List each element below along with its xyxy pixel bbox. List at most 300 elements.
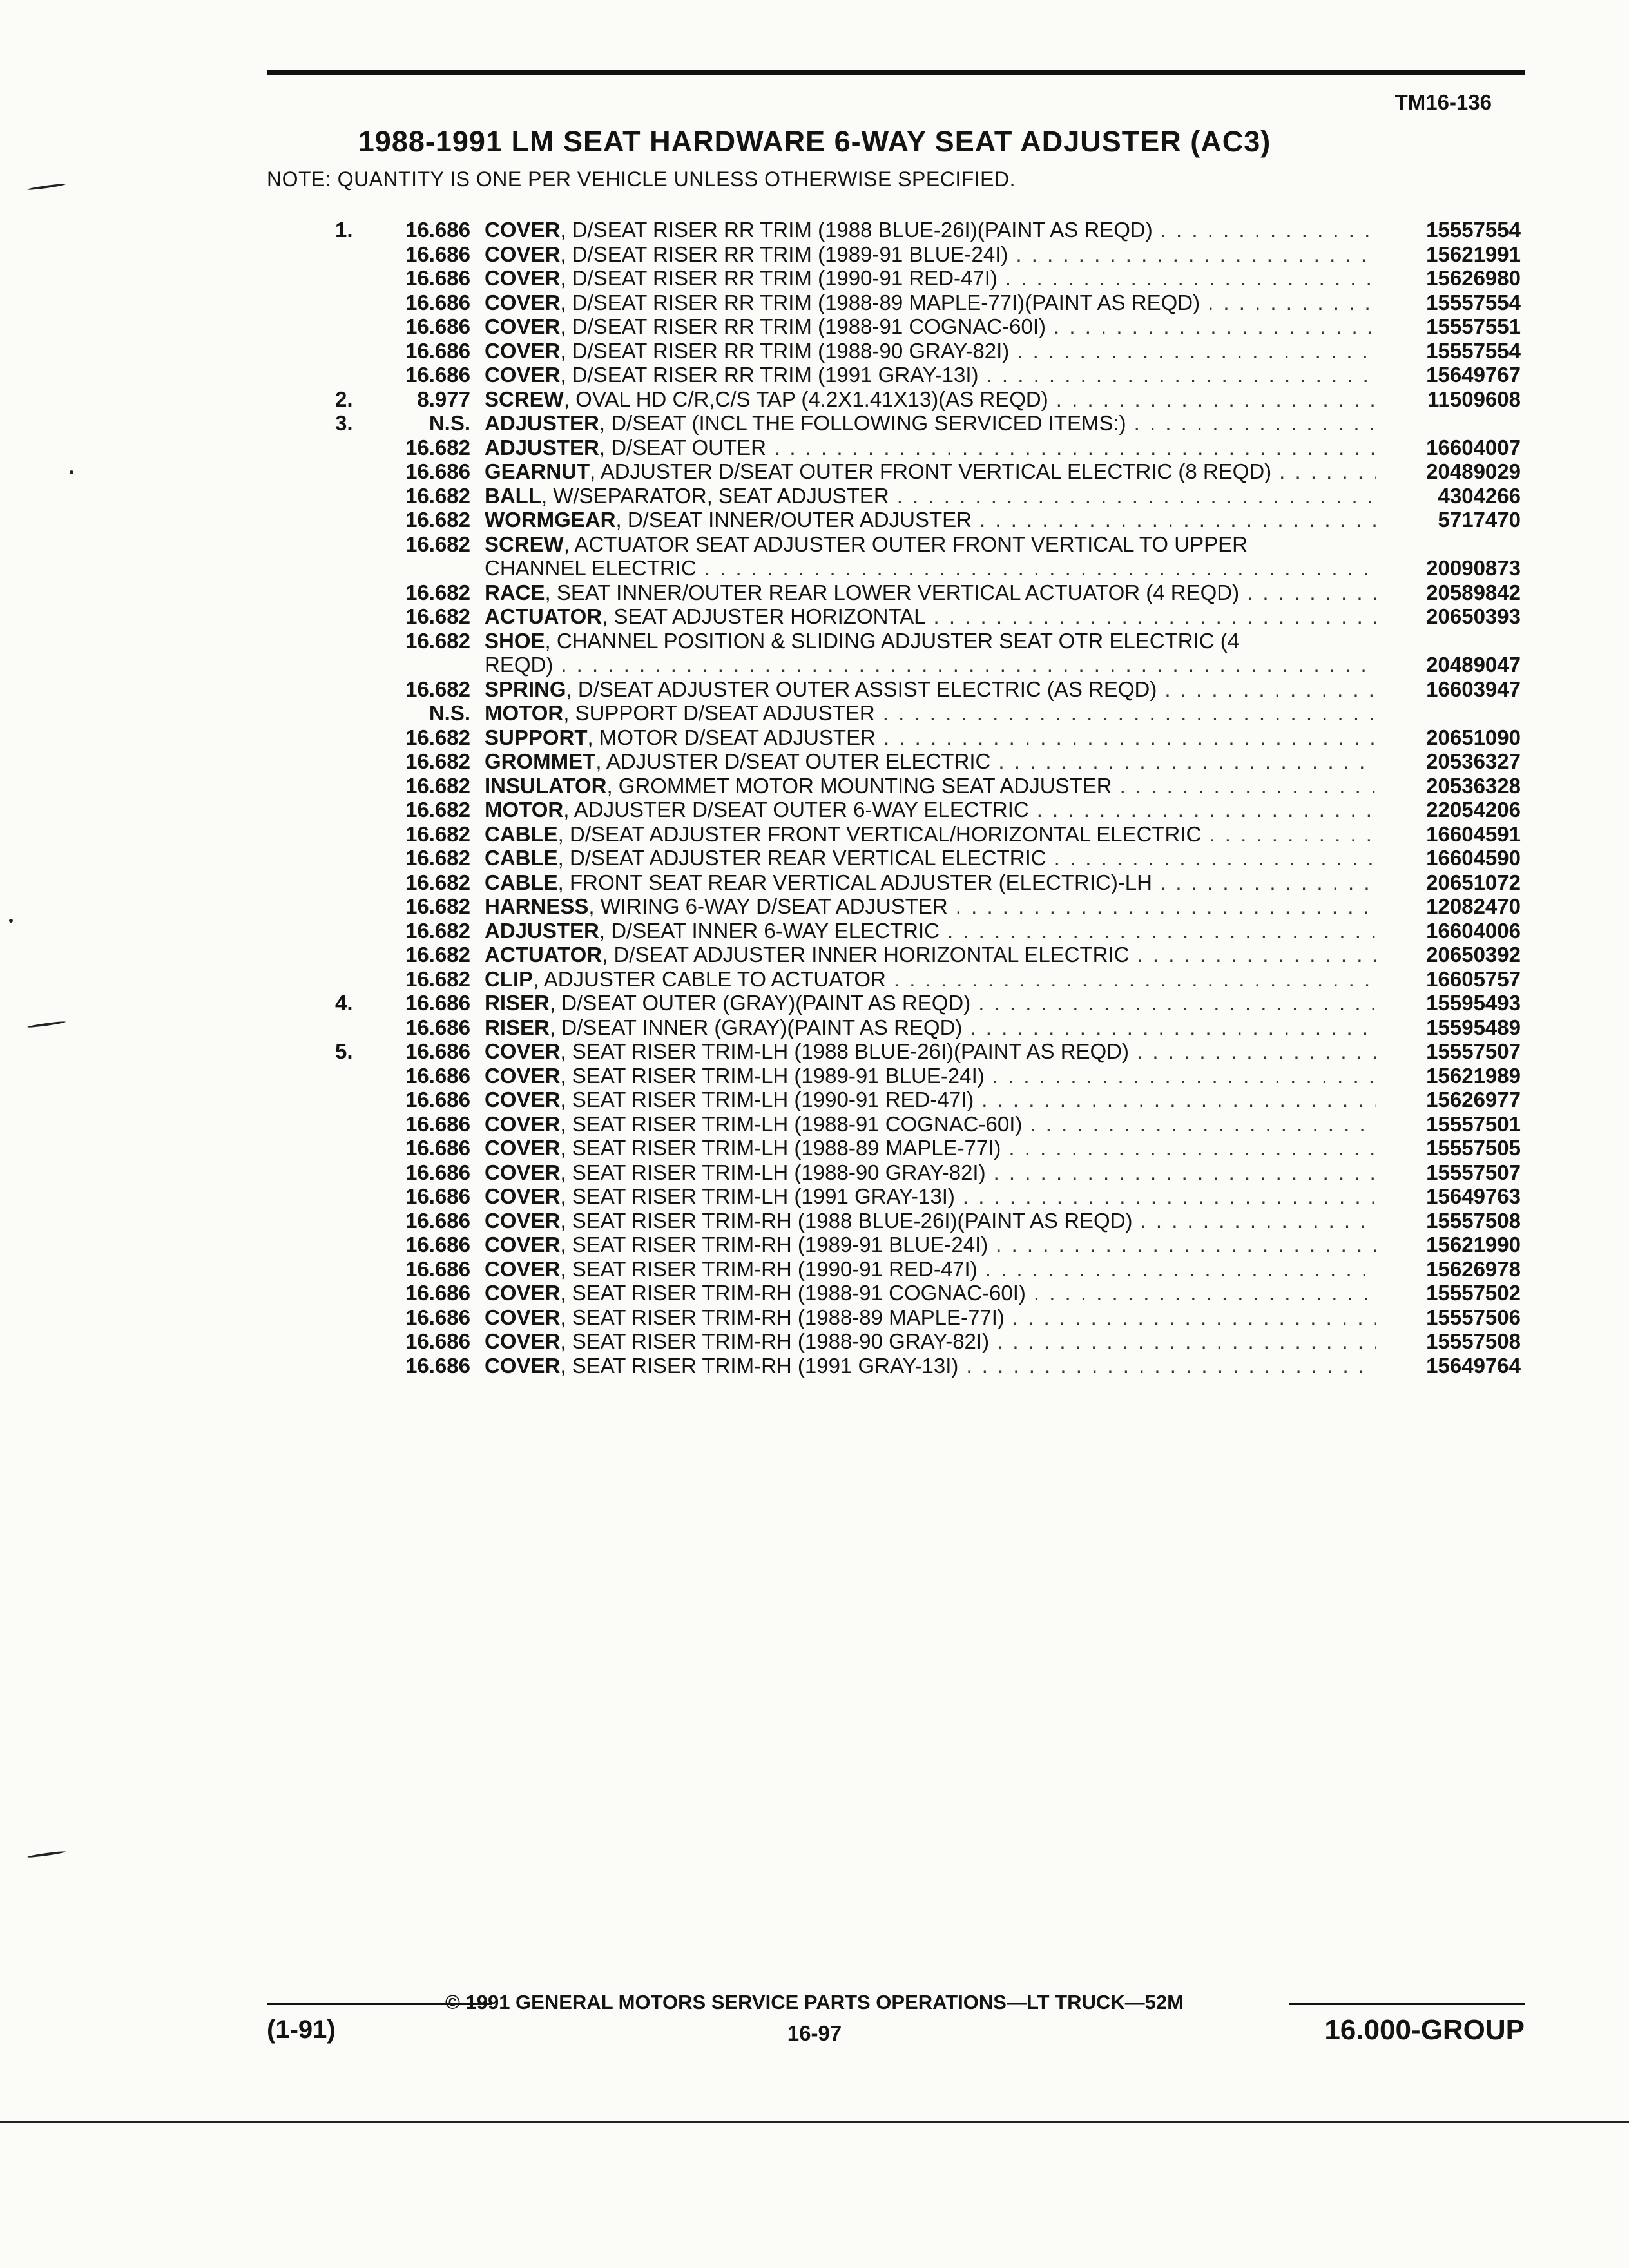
part-name: SPRING [485, 677, 566, 701]
part-number: 15595493 [1426, 991, 1521, 1015]
group-number: 16.686 [405, 1039, 470, 1063]
part-row [335, 1257, 1521, 1282]
part-description [485, 1184, 1376, 1209]
part-row [335, 581, 1521, 605]
part-name: COVER [485, 363, 561, 387]
part-row [335, 991, 1521, 1015]
part-detail: , D/SEAT ADJUSTER FRONT VERTICAL/HORIZONTAL ELECTRIC [557, 822, 1202, 846]
part-name: RACE [485, 580, 545, 604]
part-name: INSULATOR [485, 773, 607, 798]
dot-leader [998, 749, 1376, 774]
part-description [485, 1112, 1376, 1137]
part-name: COVER [485, 1088, 561, 1111]
group-number: 16.682 [405, 870, 470, 894]
part-detail: , SEAT RISER TRIM-LH (1988 BLUE-26I)(PAINT AS REQD) [560, 1039, 1130, 1063]
group-number: 16.682 [405, 773, 470, 798]
part-number: 15626978 [1426, 1256, 1521, 1281]
part-description [485, 846, 1376, 870]
group-number: 16.682 [405, 749, 470, 773]
part-number: 11509608 [1427, 387, 1521, 411]
part-row [335, 387, 1521, 412]
part-row [335, 846, 1521, 870]
part-row [335, 629, 1521, 653]
dot-leader [970, 1015, 1376, 1040]
group-number: 16.682 [405, 604, 470, 628]
part-detail: , D/SEAT RISER RR TRIM (1988-89 MAPLE-77I)(PAINT AS REQD) [560, 290, 1200, 314]
dot-leader [1016, 242, 1376, 267]
group-number: 16.686 [405, 459, 470, 483]
dot-leader [934, 604, 1376, 629]
part-row [335, 749, 1521, 774]
part-number: 20589842 [1426, 580, 1521, 604]
part-number: 20650392 [1426, 943, 1521, 966]
part-description [485, 749, 1376, 774]
part-detail: , ADJUSTER D/SEAT OUTER 6-WAY ELECTRIC [563, 798, 1029, 822]
scan-mark [70, 470, 73, 474]
part-detail: , D/SEAT OUTER [599, 435, 767, 459]
parts-list [335, 218, 1521, 1378]
part-detail: , GROMMET MOTOR MOUNTING SEAT ADJUSTER [606, 773, 1112, 798]
group-number: 16.686 [405, 1281, 470, 1305]
part-description [485, 339, 1376, 363]
group-number: N.S. [429, 411, 470, 435]
group-number: 16.682 [405, 725, 470, 749]
dot-leader [963, 1184, 1376, 1209]
part-row [335, 967, 1521, 992]
part-detail: , ADJUSTER CABLE TO ACTUATOR [533, 966, 886, 991]
part-number: 20489047 [1426, 653, 1521, 677]
group-number: 16.686 [405, 1305, 470, 1329]
part-number: 16605757 [1426, 966, 1521, 991]
part-detail: , D/SEAT INNER (GRAY)(PAINT AS REQD) [549, 1015, 963, 1039]
group-number: 16.682 [405, 846, 470, 870]
part-name: COVER [485, 1353, 561, 1378]
part-row [335, 1039, 1521, 1064]
document-code: TM16-136 [1394, 90, 1492, 114]
part-number: 15557507 [1426, 1160, 1521, 1184]
page-title: 1988-1991 LM SEAT HARDWARE 6-WAY SEAT ADJUSTER (AC3) [358, 125, 1271, 158]
part-number: 15557505 [1426, 1136, 1521, 1160]
part-detail: CHANNEL ELECTRIC [485, 556, 697, 580]
part-detail: , D/SEAT (INCL THE FOLLOWING SERVICED ITEMS:) [599, 411, 1126, 435]
group-number: 16.682 [405, 894, 470, 918]
part-description [485, 1305, 1376, 1330]
part-number: 15649767 [1426, 363, 1521, 387]
part-detail: , SEAT INNER/OUTER REAR LOWER VERTICAL ACTUATOR (4 REQD) [545, 580, 1240, 604]
part-detail: , CHANNEL POSITION & SLIDING ADJUSTER SEAT OTR ELECTRIC (4 [545, 628, 1240, 653]
part-description [485, 1088, 1376, 1112]
part-description [485, 604, 1376, 629]
part-detail: , D/SEAT INNER 6-WAY ELECTRIC [599, 918, 940, 943]
dot-leader [894, 967, 1376, 992]
part-row [335, 1015, 1521, 1040]
part-description [485, 653, 1376, 677]
dot-leader [897, 484, 1376, 508]
scan-mark [27, 1021, 66, 1028]
part-description [485, 581, 1376, 605]
dot-leader [1164, 677, 1376, 702]
group-number: 16.686 [405, 1088, 470, 1111]
dot-leader [1161, 218, 1376, 242]
part-row [335, 508, 1521, 532]
part-detail: , SEAT RISER TRIM-LH (1988-90 GRAY-82I) [560, 1160, 986, 1184]
part-row [335, 604, 1521, 629]
part-number: 16604007 [1426, 435, 1521, 459]
part-name: ADJUSTER [485, 411, 599, 435]
part-detail: , D/SEAT OUTER (GRAY)(PAINT AS REQD) [549, 991, 971, 1015]
part-description [485, 508, 1376, 532]
item-number: 3. [335, 411, 353, 435]
group-number: 16.682 [405, 822, 470, 846]
top-rule [267, 70, 1525, 75]
part-name: COVER [485, 1063, 561, 1088]
group-number: 16.686 [405, 338, 470, 363]
dot-leader [1209, 822, 1376, 847]
part-number: 16603947 [1426, 677, 1521, 701]
group-number: 16.686 [405, 218, 470, 242]
dot-leader [956, 894, 1376, 919]
part-number: 22054206 [1426, 798, 1521, 822]
part-description [485, 411, 1376, 436]
part-description [485, 943, 1376, 967]
revision-date: (1-91) [267, 2015, 336, 2044]
part-description [485, 532, 1376, 557]
part-number: 15621989 [1426, 1063, 1521, 1088]
group-number: 16.682 [405, 918, 470, 943]
part-row [335, 363, 1521, 387]
part-name: MOTOR [485, 798, 564, 822]
dot-leader [996, 1233, 1376, 1257]
group-number: 16.686 [405, 1208, 470, 1233]
group-number: 16.686 [405, 1015, 470, 1039]
part-row [335, 701, 1521, 726]
part-row [335, 314, 1521, 339]
dot-leader [1012, 1305, 1376, 1330]
part-row [335, 339, 1521, 363]
part-row [335, 556, 1521, 581]
part-description [485, 798, 1376, 822]
group-number: 16.682 [405, 798, 470, 822]
part-name: SUPPORT [485, 725, 588, 749]
part-detail: , WIRING 6-WAY D/SEAT ADJUSTER [588, 894, 948, 918]
part-row [335, 1184, 1521, 1209]
group-number: 16.682 [405, 532, 470, 556]
group-number: 16.682 [405, 628, 470, 653]
part-row [335, 774, 1521, 798]
dot-leader [1017, 339, 1376, 363]
part-name: COVER [485, 1111, 561, 1136]
part-number: 12082470 [1426, 894, 1521, 918]
part-description [485, 1039, 1376, 1064]
dot-leader [947, 919, 1376, 943]
part-number: 15626977 [1426, 1088, 1521, 1111]
dot-leader [987, 363, 1376, 387]
part-number: 15557506 [1426, 1305, 1521, 1329]
group-number: 16.686 [405, 1329, 470, 1353]
part-detail: , SEAT RISER TRIM-RH (1991 GRAY-13I) [560, 1353, 959, 1378]
part-detail: , SEAT RISER TRIM-RH (1989-91 BLUE-24I) [560, 1233, 988, 1256]
part-row [335, 1064, 1521, 1088]
part-number: 15557507 [1426, 1039, 1521, 1063]
part-description [485, 1233, 1376, 1257]
part-number: 20651090 [1426, 725, 1521, 749]
part-row [335, 1209, 1521, 1233]
part-detail: , ADJUSTER D/SEAT OUTER ELECTRIC [595, 749, 991, 773]
part-detail: , D/SEAT RISER RR TRIM (1988 BLUE-26I)(PAINT AS REQD) [560, 218, 1153, 242]
part-name: SCREW [485, 387, 564, 411]
dot-leader [985, 1257, 1376, 1282]
part-detail: , SEAT RISER TRIM-LH (1989-91 BLUE-24I) [560, 1063, 985, 1088]
part-row [335, 291, 1521, 315]
part-row [335, 1305, 1521, 1330]
group-number: 16.682 [405, 966, 470, 991]
part-detail: , SUPPORT D/SEAT ADJUSTER [563, 701, 875, 725]
part-detail: , ADJUSTER D/SEAT OUTER FRONT VERTICAL ELECTRIC (8 REQD) [590, 459, 1272, 483]
part-name: CABLE [485, 870, 558, 894]
dot-leader [1120, 774, 1376, 798]
part-description [485, 459, 1376, 484]
part-detail: , D/SEAT RISER RR TRIM (1988-90 GRAY-82I) [560, 338, 1010, 363]
part-name: COVER [485, 1305, 561, 1329]
part-description [485, 967, 1376, 992]
page-number: 16-97 [787, 2021, 842, 2045]
dot-leader [1160, 870, 1376, 895]
dot-leader [1137, 943, 1376, 967]
part-detail: , D/SEAT RISER RR TRIM (1991 GRAY-13I) [560, 363, 979, 387]
part-row [335, 1112, 1521, 1137]
group-number: 8.977 [417, 387, 470, 411]
part-detail: , D/SEAT ADJUSTER OUTER ASSIST ELECTRIC (AS REQD) [566, 677, 1157, 701]
part-number: 5717470 [1438, 508, 1521, 532]
dot-leader [1279, 459, 1376, 484]
part-description [485, 314, 1376, 339]
item-number: 4. [335, 991, 353, 1015]
quantity-note: NOTE: QUANTITY IS ONE PER VEHICLE UNLESS OTHERWISE SPECIFIED. [267, 168, 1016, 191]
scan-mark [27, 183, 66, 191]
part-row [335, 870, 1521, 895]
part-row [335, 726, 1521, 750]
dot-leader [1134, 411, 1376, 436]
group-number: 16.686 [405, 991, 470, 1015]
part-number: 15621991 [1426, 242, 1521, 266]
part-name: COVER [485, 1233, 561, 1256]
part-name: SHOE [485, 628, 545, 653]
part-name: MOTOR [485, 701, 564, 725]
part-detail: , D/SEAT INNER/OUTER ADJUSTER [615, 508, 972, 532]
dot-leader [1030, 1112, 1376, 1137]
part-description [485, 1257, 1376, 1282]
part-row [335, 919, 1521, 943]
group-number: 16.686 [405, 1184, 470, 1208]
part-number: 15557554 [1426, 290, 1521, 314]
part-row [335, 1136, 1521, 1160]
part-name: GROMMET [485, 749, 596, 773]
item-number: 2. [335, 387, 353, 411]
part-name: COVER [485, 218, 561, 242]
dot-leader [1056, 387, 1376, 412]
part-description [485, 1064, 1376, 1088]
part-description [485, 919, 1376, 943]
part-description [485, 436, 1376, 460]
part-number: 15557508 [1426, 1208, 1521, 1233]
dot-leader [994, 1160, 1376, 1185]
dot-leader [966, 1354, 1376, 1378]
part-name: ACTUATOR [485, 604, 602, 628]
group-number: 16.682 [405, 435, 470, 459]
dot-leader [1005, 266, 1376, 291]
group-number: 16.686 [405, 1256, 470, 1281]
group-number: 16.686 [405, 363, 470, 387]
part-detail: , SEAT RISER TRIM-RH (1988-91 COGNAC-60I) [560, 1281, 1026, 1305]
part-description [485, 1209, 1376, 1233]
part-detail: , MOTOR D/SEAT ADJUSTER [587, 725, 876, 749]
part-row [335, 266, 1521, 291]
part-number: 16604006 [1426, 918, 1521, 943]
dot-leader [1247, 581, 1376, 605]
part-description [485, 556, 1376, 581]
group-number: 16.686 [405, 1353, 470, 1378]
dot-leader [883, 701, 1376, 726]
part-description [485, 218, 1376, 242]
part-number: 16604590 [1426, 846, 1521, 870]
part-detail: , D/SEAT RISER RR TRIM (1989-91 BLUE-24I) [560, 242, 1008, 266]
scan-mark [27, 1850, 66, 1858]
part-name: COVER [485, 1039, 561, 1063]
page-bottom-edge [0, 2121, 1629, 2123]
part-name: ACTUATOR [485, 943, 602, 966]
dot-leader [981, 1088, 1376, 1112]
part-number: 20650393 [1426, 604, 1521, 628]
part-name: COVER [485, 266, 561, 290]
part-description [485, 1160, 1376, 1185]
part-name: COVER [485, 1256, 561, 1281]
part-row [335, 218, 1521, 242]
part-name: COVER [485, 242, 561, 266]
part-row [335, 1233, 1521, 1257]
part-description [485, 363, 1376, 387]
group-code: 16.000-GROUP [1324, 2014, 1525, 2046]
group-number: 16.686 [405, 1160, 470, 1184]
part-description [485, 774, 1376, 798]
part-name: COVER [485, 290, 561, 314]
copyright-notice: © 1991 GENERAL MOTORS SERVICE PARTS OPERATIONS—LT TRUCK—52M [445, 1991, 1184, 2013]
part-description [485, 291, 1376, 315]
part-description [485, 870, 1376, 895]
group-number: 16.682 [405, 508, 470, 532]
part-number: 15557501 [1426, 1111, 1521, 1136]
part-detail: , W/SEPARATOR, SEAT ADJUSTER [541, 483, 889, 508]
part-number: 4304266 [1438, 483, 1521, 508]
part-detail: , SEAT RISER TRIM-LH (1990-91 RED-47I) [560, 1088, 974, 1111]
part-number: 15595489 [1426, 1015, 1521, 1039]
dot-leader [992, 1064, 1376, 1088]
part-number: 15557551 [1426, 314, 1521, 338]
part-detail: , D/SEAT ADJUSTER INNER HORIZONTAL ELECTRIC [602, 943, 1130, 966]
part-description [485, 242, 1376, 267]
part-name: COVER [485, 1208, 561, 1233]
part-number: 15621990 [1426, 1233, 1521, 1256]
part-row [335, 1281, 1521, 1305]
part-detail: , D/SEAT ADJUSTER REAR VERTICAL ELECTRIC [557, 846, 1046, 870]
part-name: COVER [485, 314, 561, 338]
dot-leader [1034, 1281, 1376, 1305]
group-number: 16.686 [405, 242, 470, 266]
part-name: GEARNUT [485, 459, 590, 483]
part-row [335, 822, 1521, 847]
part-detail: , SEAT RISER TRIM-LH (1991 GRAY-13I) [560, 1184, 955, 1208]
part-number: 15649763 [1426, 1184, 1521, 1208]
part-name: BALL [485, 483, 541, 508]
part-row [335, 653, 1521, 677]
dot-leader [561, 653, 1376, 677]
part-detail: , FRONT SEAT REAR VERTICAL ADJUSTER (ELECTRIC)-LH [557, 870, 1152, 894]
part-detail: , SEAT RISER TRIM-RH (1988-90 GRAY-82I) [560, 1329, 990, 1353]
group-number: 16.686 [405, 266, 470, 290]
group-number: 16.682 [405, 580, 470, 604]
part-detail: , SEAT RISER TRIM-RH (1988-89 MAPLE-77I) [560, 1305, 1005, 1329]
part-number: 15557554 [1426, 338, 1521, 363]
part-number: 16604591 [1426, 822, 1521, 846]
part-name: SCREW [485, 532, 564, 556]
part-name: COVER [485, 1281, 561, 1305]
part-row [335, 894, 1521, 919]
part-description [485, 991, 1376, 1015]
part-row [335, 484, 1521, 508]
part-row [335, 242, 1521, 267]
part-description [485, 1354, 1376, 1378]
group-number: 16.682 [405, 943, 470, 966]
part-name: COVER [485, 338, 561, 363]
part-name: CABLE [485, 846, 558, 870]
group-number: 16.686 [405, 1111, 470, 1136]
dot-leader [979, 508, 1376, 532]
part-row [335, 677, 1521, 702]
dot-leader [1141, 1209, 1376, 1233]
part-detail: , SEAT RISER TRIM-LH (1988-91 COGNAC-60I) [560, 1111, 1023, 1136]
dot-leader [883, 726, 1376, 750]
item-number: 1. [335, 218, 353, 242]
dot-leader [1208, 291, 1376, 315]
part-name: HARNESS [485, 894, 589, 918]
part-detail: , SEAT RISER TRIM-RH (1988 BLUE-26I)(PAINT AS REQD) [560, 1208, 1133, 1233]
part-name: RISER [485, 1015, 550, 1039]
part-description [485, 701, 1376, 726]
part-name: ADJUSTER [485, 918, 599, 943]
part-description [485, 1281, 1376, 1305]
part-description [485, 726, 1376, 750]
part-description [485, 266, 1376, 291]
part-name: RISER [485, 991, 550, 1015]
dot-leader [1037, 798, 1376, 822]
part-number: 15557554 [1426, 218, 1521, 242]
part-row [335, 459, 1521, 484]
part-row [335, 943, 1521, 967]
part-number: 15626980 [1426, 266, 1521, 290]
part-name: CABLE [485, 822, 558, 846]
part-detail: , OVAL HD C/R,C/S TAP (4.2X1.41X13)(AS REQD) [563, 387, 1048, 411]
part-name: WORMGEAR [485, 508, 616, 532]
part-name: ADJUSTER [485, 435, 599, 459]
dot-leader [774, 436, 1376, 460]
part-row [335, 1160, 1521, 1185]
part-description [485, 1329, 1376, 1354]
part-number: 20536328 [1426, 773, 1521, 798]
part-name: COVER [485, 1329, 561, 1353]
dot-leader [978, 991, 1376, 1015]
scan-mark [9, 919, 13, 923]
part-detail: , ACTUATOR SEAT ADJUSTER OUTER FRONT VERTICAL TO UPPER [563, 532, 1248, 556]
dot-leader [1054, 314, 1376, 339]
